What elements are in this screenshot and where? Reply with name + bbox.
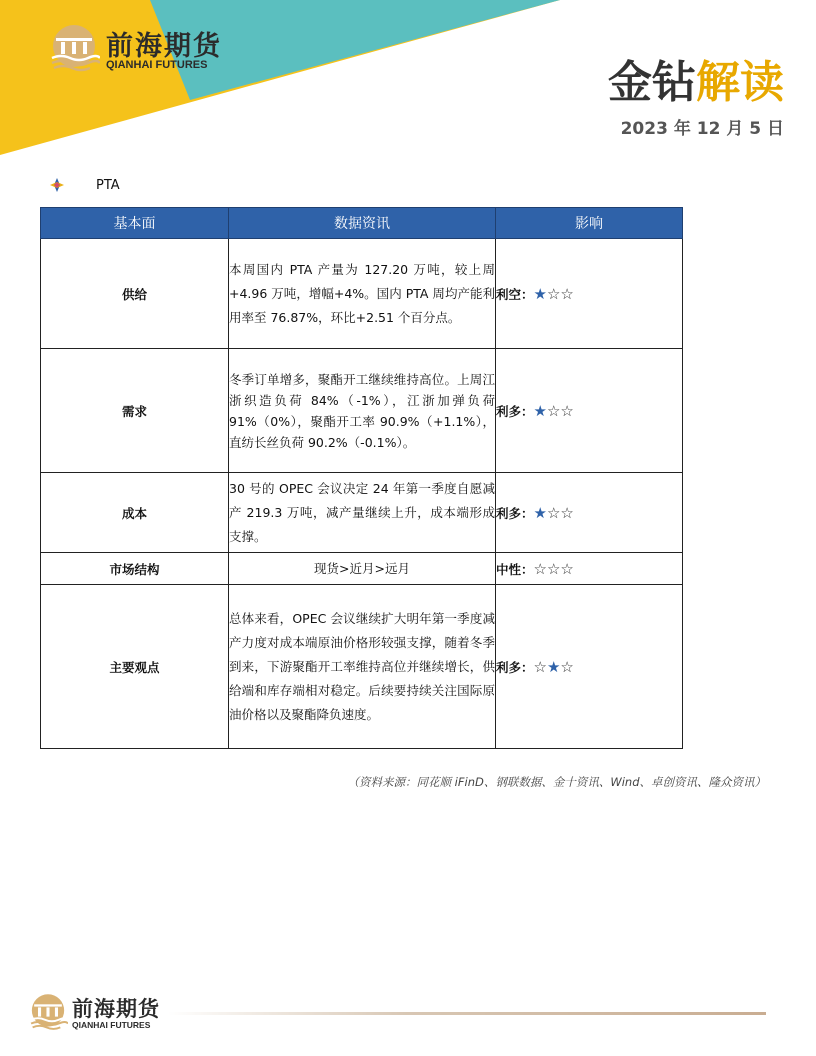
- row-category: 成本: [41, 473, 229, 553]
- brand-mark-icon: [28, 993, 68, 1031]
- table-row-market-structure: [41, 553, 683, 585]
- diamond-bullet-icon: [49, 177, 65, 193]
- star-empty-icon: ☆: [533, 559, 547, 578]
- impact-label: 利多：: [496, 403, 534, 419]
- table-row-cost: [41, 473, 683, 553]
- star-filled-icon: ★: [533, 401, 547, 420]
- row-impact: [496, 585, 683, 749]
- header-fundamentals: 基本面: [41, 208, 229, 239]
- row-category: 主要观点: [41, 585, 229, 749]
- footer-brand-name-en: QIANHAI FUTURES: [72, 1020, 151, 1030]
- brand-mark-icon: [48, 24, 100, 72]
- rating-stars: [533, 559, 574, 578]
- rating-stars: [533, 657, 574, 676]
- star-empty-icon: ☆: [560, 503, 574, 522]
- report-title-part2: 解读: [696, 57, 784, 108]
- impact-label: 中性：: [496, 561, 534, 577]
- fundamentals-table: [40, 207, 683, 749]
- star-empty-icon: ☆: [560, 284, 574, 303]
- report-title-part1: 金钻: [608, 57, 696, 108]
- section-title: PTA: [96, 178, 120, 193]
- row-impact: [496, 239, 683, 349]
- row-info: 冬季订单增多，聚酯开工继续维持高位。上周江浙织造负荷 84%（-1%），江浙加弹负荷 91%（0%），聚酯开工率 90.9%（+1.1%），直纺长丝负荷 90.2%（-0.1%）。: [229, 349, 496, 473]
- star-filled-icon: ★: [533, 503, 547, 522]
- brand-logo: [48, 24, 223, 74]
- table-row-demand: [41, 349, 683, 473]
- star-filled-icon: ★: [546, 657, 561, 676]
- row-info: 现货>近月>远月: [229, 553, 496, 585]
- impact-label: 利多：: [496, 659, 534, 675]
- header-impact: 影响: [496, 208, 683, 239]
- footer-brand-name-cn: 前海期货: [72, 996, 160, 1021]
- star-empty-icon: ☆: [546, 503, 561, 522]
- star-empty-icon: ☆: [560, 657, 574, 676]
- row-impact: [496, 349, 683, 473]
- impact-label: 利空：: [496, 286, 534, 302]
- row-category: 市场结构: [41, 553, 229, 585]
- footer-divider: [168, 1012, 766, 1015]
- rating-stars: [533, 401, 574, 420]
- star-empty-icon: ☆: [546, 401, 561, 420]
- impact-label: 利多：: [496, 505, 534, 521]
- star-empty-icon: ☆: [560, 559, 574, 578]
- row-impact: [496, 473, 683, 553]
- star-filled-icon: ★: [533, 284, 547, 303]
- table-header-row: [41, 208, 683, 239]
- footer-logo: [28, 993, 168, 1033]
- star-empty-icon: ☆: [560, 401, 574, 420]
- star-empty-icon: ☆: [546, 559, 561, 578]
- brand-name-en: QIANHAI FUTURES: [106, 59, 208, 71]
- rating-stars: [533, 284, 574, 303]
- report-date: 2023 年 12 月 5 日: [620, 119, 784, 139]
- brand-name-cn: 前海期货: [106, 31, 222, 62]
- row-category: 供给: [41, 239, 229, 349]
- row-info: 总体来看，OPEC 会议继续扩大明年第一季度减产力度对成本端原油价格形较强支撑，随着冬季到来，下游聚酯开工率维持高位并继续增长，供给端和库存端相对稳定。后续要持续关注国际原油价格以及聚酯降负速度。: [229, 585, 496, 749]
- rating-stars: [533, 503, 574, 522]
- table-row-supply: [41, 239, 683, 349]
- report-title: [608, 46, 784, 110]
- row-category: 需求: [41, 349, 229, 473]
- row-impact: [496, 553, 683, 585]
- table-row-main-view: [41, 585, 683, 749]
- star-empty-icon: ☆: [533, 657, 547, 676]
- row-info: 30 号的 OPEC 会议决定 24 年第一季度自愿减产 219.3 万吨，减产量继续上升，成本端形成支撑。: [229, 473, 496, 553]
- row-info: 本周国内 PTA 产量为 127.20 万吨，较上周+4.96 万吨，增幅+4%。国内 PTA 周均产能利用率至 76.87%，环比+2.51 个百分点。: [229, 239, 496, 349]
- star-empty-icon: ☆: [546, 284, 561, 303]
- source-note: （资料来源：同花顺 iFinD、钢联数据、金十资讯、Wind、卓创资讯、隆众资讯）: [347, 775, 766, 789]
- header-data-info: 数据资讯: [229, 208, 496, 239]
